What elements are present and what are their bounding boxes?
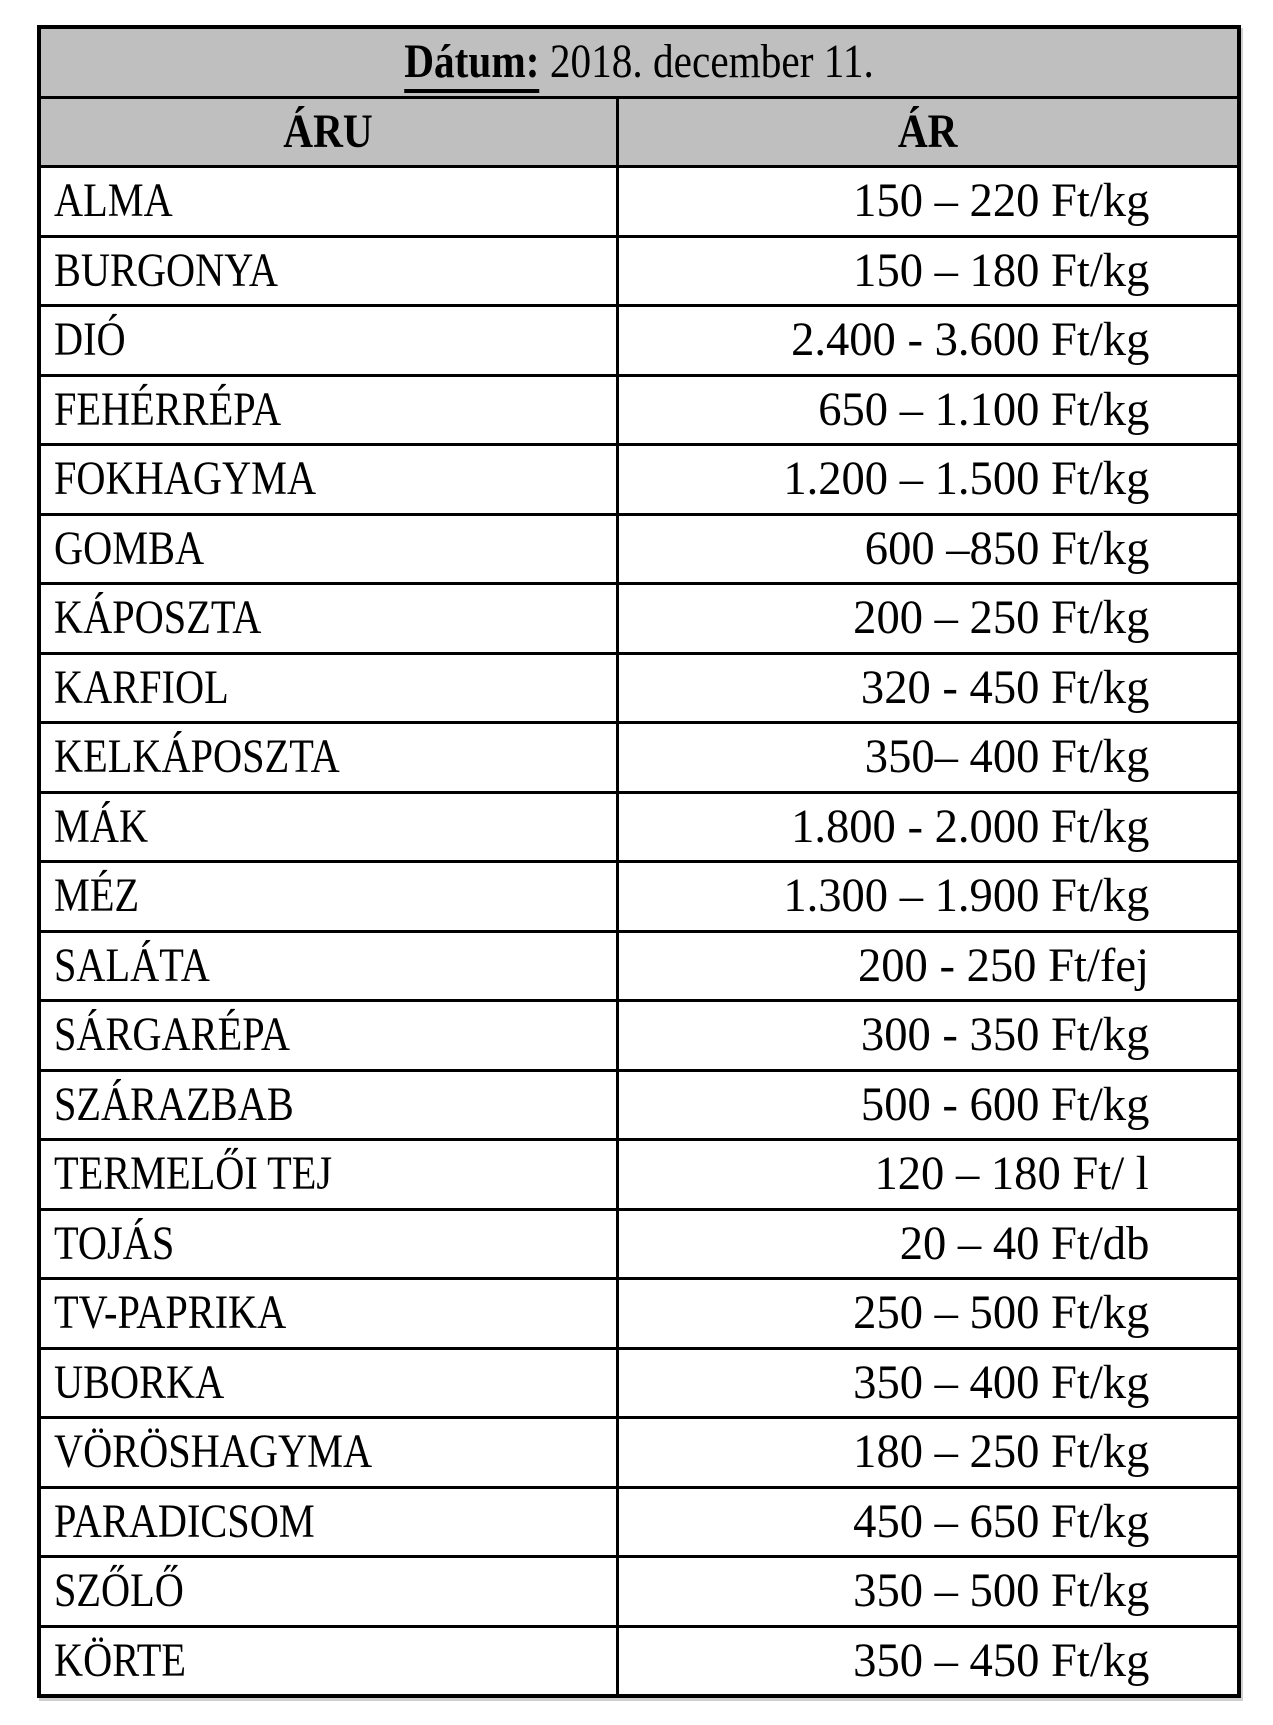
table-row: [39, 1209, 1239, 1279]
product-name: ALMA: [54, 174, 173, 228]
product-cell: [39, 723, 617, 793]
price-cell: [617, 1348, 1239, 1418]
date-label: Dátum:: [404, 35, 539, 93]
column-header-price-label: ÁR: [897, 104, 958, 158]
product-price: 1.200 – 1.500 Ft/kg: [782, 452, 1150, 506]
table-row: [39, 1557, 1239, 1627]
price-cell: [617, 514, 1239, 584]
product-name: BURGONYA: [54, 243, 279, 297]
table-row: [39, 584, 1239, 654]
product-cell: [39, 375, 617, 445]
product-cell: [39, 862, 617, 932]
table-row: [39, 862, 1239, 932]
price-cell: [617, 584, 1239, 654]
price-cell: [617, 1279, 1239, 1349]
price-cell: [617, 792, 1239, 862]
price-cell: [617, 445, 1239, 515]
price-cell: [617, 1487, 1239, 1557]
price-cell: [617, 375, 1239, 445]
price-cell: [617, 1070, 1239, 1140]
product-name: KARFIOL: [54, 660, 229, 714]
table-row: [39, 1626, 1239, 1696]
product-price: 1.800 - 2.000 Ft/kg: [790, 799, 1150, 853]
product-cell: [39, 1557, 617, 1627]
price-cell: [617, 1140, 1239, 1210]
price-cell: [617, 167, 1239, 237]
date-cell: [39, 27, 1239, 97]
product-price: 120 – 180 Ft/ l: [874, 1147, 1150, 1201]
product-name: TERMELŐI TEJ: [54, 1147, 333, 1201]
product-price: 600 –850 Ft/kg: [864, 521, 1150, 575]
product-name: SALÁTA: [54, 938, 210, 992]
product-price: 2.400 - 3.600 Ft/kg: [790, 313, 1150, 367]
product-name: FEHÉRRÉPA: [54, 382, 282, 436]
product-cell: [39, 1487, 617, 1557]
product-price: 320 - 450 Ft/kg: [860, 660, 1150, 714]
price-cell: [617, 723, 1239, 793]
date-row: [39, 27, 1239, 97]
product-name: VÖRÖSHAGYMA: [54, 1425, 373, 1479]
product-cell: [39, 1418, 617, 1488]
table-row: [39, 1001, 1239, 1071]
product-name: SZŐLŐ: [54, 1564, 184, 1618]
product-price: 350– 400 Ft/kg: [864, 730, 1150, 784]
table-row: [39, 167, 1239, 237]
price-cell: [617, 236, 1239, 306]
product-price: 650 – 1.100 Ft/kg: [817, 382, 1150, 436]
product-cell: [39, 236, 617, 306]
product-cell: [39, 1279, 617, 1349]
product-cell: [39, 653, 617, 723]
table-row: [39, 723, 1239, 793]
product-name: KÁPOSZTA: [54, 591, 262, 645]
date-value: 2018. december 11.: [549, 35, 874, 89]
product-price: 150 – 180 Ft/kg: [852, 243, 1150, 297]
product-name: SZÁRAZBAB: [54, 1077, 294, 1131]
column-header-price: [617, 97, 1239, 167]
table-row: [39, 514, 1239, 584]
product-price: 300 - 350 Ft/kg: [860, 1008, 1150, 1062]
product-cell: [39, 584, 617, 654]
product-cell: [39, 1209, 617, 1279]
product-cell: [39, 792, 617, 862]
product-name: UBORKA: [54, 1355, 225, 1409]
product-cell: [39, 1070, 617, 1140]
table-row: [39, 1418, 1239, 1488]
product-name: MÁK: [54, 799, 149, 853]
product-price: 450 – 650 Ft/kg: [852, 1494, 1150, 1548]
product-name: DIÓ: [54, 313, 126, 367]
product-name: PARADICSOM: [54, 1494, 315, 1548]
product-name: TV-PAPRIKA: [54, 1286, 287, 1340]
product-price: 200 – 250 Ft/kg: [852, 591, 1150, 645]
product-price: 20 – 40 Ft/db: [899, 1216, 1150, 1270]
product-price: 350 – 500 Ft/kg: [852, 1564, 1150, 1618]
product-cell: [39, 931, 617, 1001]
product-cell: [39, 445, 617, 515]
price-cell: [617, 862, 1239, 932]
price-cell: [617, 931, 1239, 1001]
product-price: 250 – 500 Ft/kg: [852, 1286, 1150, 1340]
product-cell: [39, 514, 617, 584]
product-name: KÖRTE: [54, 1633, 186, 1687]
price-cell: [617, 1001, 1239, 1071]
product-name: KELKÁPOSZTA: [54, 730, 340, 784]
product-price: 200 - 250 Ft/fej: [858, 938, 1150, 992]
product-cell: [39, 1140, 617, 1210]
table-row: [39, 653, 1239, 723]
table-row: [39, 931, 1239, 1001]
product-cell: [39, 167, 617, 237]
price-cell: [617, 653, 1239, 723]
price-cell: [617, 1626, 1239, 1696]
product-price: 350 – 450 Ft/kg: [852, 1633, 1150, 1687]
price-cell: [617, 1557, 1239, 1627]
table-row: [39, 792, 1239, 862]
product-name: SÁRGARÉPA: [54, 1008, 291, 1062]
price-cell: [617, 1209, 1239, 1279]
price-cell: [617, 306, 1239, 376]
table-row: [39, 1140, 1239, 1210]
product-name: MÉZ: [54, 869, 140, 923]
price-cell: [617, 1418, 1239, 1488]
table-row: [39, 306, 1239, 376]
product-price: 1.300 – 1.900 Ft/kg: [782, 869, 1150, 923]
product-name: FOKHAGYMA: [54, 452, 317, 506]
product-price: 500 - 600 Ft/kg: [860, 1077, 1150, 1131]
product-price: 350 – 400 Ft/kg: [852, 1355, 1150, 1409]
product-price: 180 – 250 Ft/kg: [852, 1425, 1150, 1479]
product-cell: [39, 1348, 617, 1418]
table-row: [39, 375, 1239, 445]
product-cell: [39, 306, 617, 376]
table-row: [39, 1487, 1239, 1557]
product-cell: [39, 1626, 617, 1696]
product-name: TOJÁS: [54, 1216, 175, 1270]
price-table: [37, 25, 1241, 1698]
product-cell: [39, 1001, 617, 1071]
column-header-product-label: ÁRU: [283, 104, 373, 158]
column-header-product: [39, 97, 617, 167]
table-row: [39, 1070, 1239, 1140]
table-row: [39, 1348, 1239, 1418]
product-name: GOMBA: [54, 521, 205, 575]
table-row: [39, 236, 1239, 306]
table-row: [39, 1279, 1239, 1349]
table-row: [39, 445, 1239, 515]
column-header-row: [39, 97, 1239, 167]
product-price: 150 – 220 Ft/kg: [852, 174, 1150, 228]
